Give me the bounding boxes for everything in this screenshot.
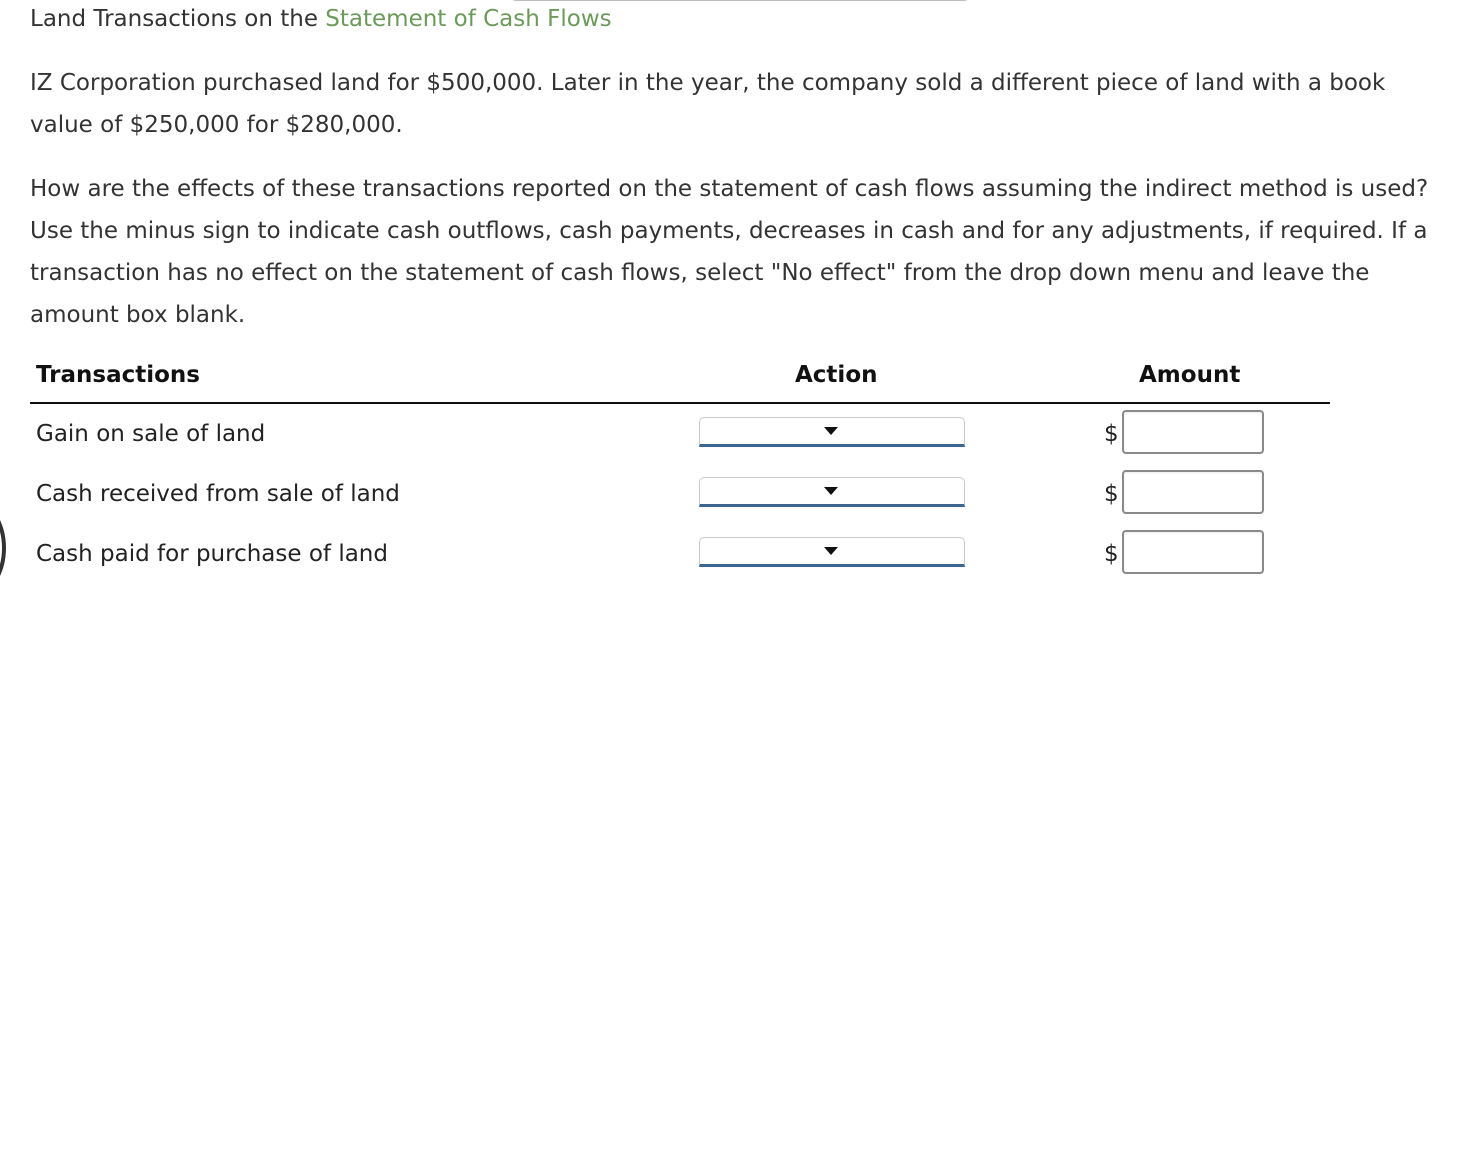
amount-input[interactable] <box>1122 470 1264 514</box>
transactions-table <box>30 354 1330 584</box>
dollar-sign: $ <box>1104 421 1119 447</box>
table-header <box>30 354 1330 404</box>
transaction-label: Gain on sale of land <box>36 421 266 447</box>
header-transactions: Transactions <box>36 362 200 388</box>
edge-circle-decoration <box>0 500 6 596</box>
transaction-label: Cash received from sale of land <box>36 481 400 507</box>
caret-down-icon <box>824 547 838 555</box>
title-prefix: Land Transactions on the <box>30 6 326 32</box>
problem-paragraph-2: How are the effects of these transactions reported on the statement of cash flows assuming the indirect method is used? Use the minus sign to indicate cash outflows, cash payments, decreases in cash and for any adjustments, if required. If a transaction has no effect on the statement of cash flows, select "No effect" from the drop down menu and leave the amount box blank. <box>30 176 1429 328</box>
page-title <box>30 4 612 34</box>
table-row <box>30 524 1330 584</box>
action-dropdown[interactable] <box>699 417 965 447</box>
transaction-label: Cash paid for purchase of land <box>36 541 388 567</box>
action-dropdown[interactable] <box>699 477 965 507</box>
dollar-sign: $ <box>1104 481 1119 507</box>
header-action: Action <box>795 362 878 388</box>
action-dropdown[interactable] <box>699 537 965 567</box>
statement-of-cash-flows-link[interactable]: Statement of Cash Flows <box>325 6 612 32</box>
top-shadow-decoration <box>510 0 970 1</box>
table-row <box>30 464 1330 524</box>
problem-paragraph-1: IZ Corporation purchased land for $500,000. Later in the year, the company sold a different piece of land with a book value of $250,000 for $280,000. <box>30 70 1386 138</box>
amount-input[interactable] <box>1122 410 1264 454</box>
table-row <box>30 404 1330 464</box>
header-amount: Amount <box>1139 362 1241 388</box>
dollar-sign: $ <box>1104 541 1119 567</box>
caret-down-icon <box>824 427 838 435</box>
amount-input[interactable] <box>1122 530 1264 574</box>
caret-down-icon <box>824 487 838 495</box>
